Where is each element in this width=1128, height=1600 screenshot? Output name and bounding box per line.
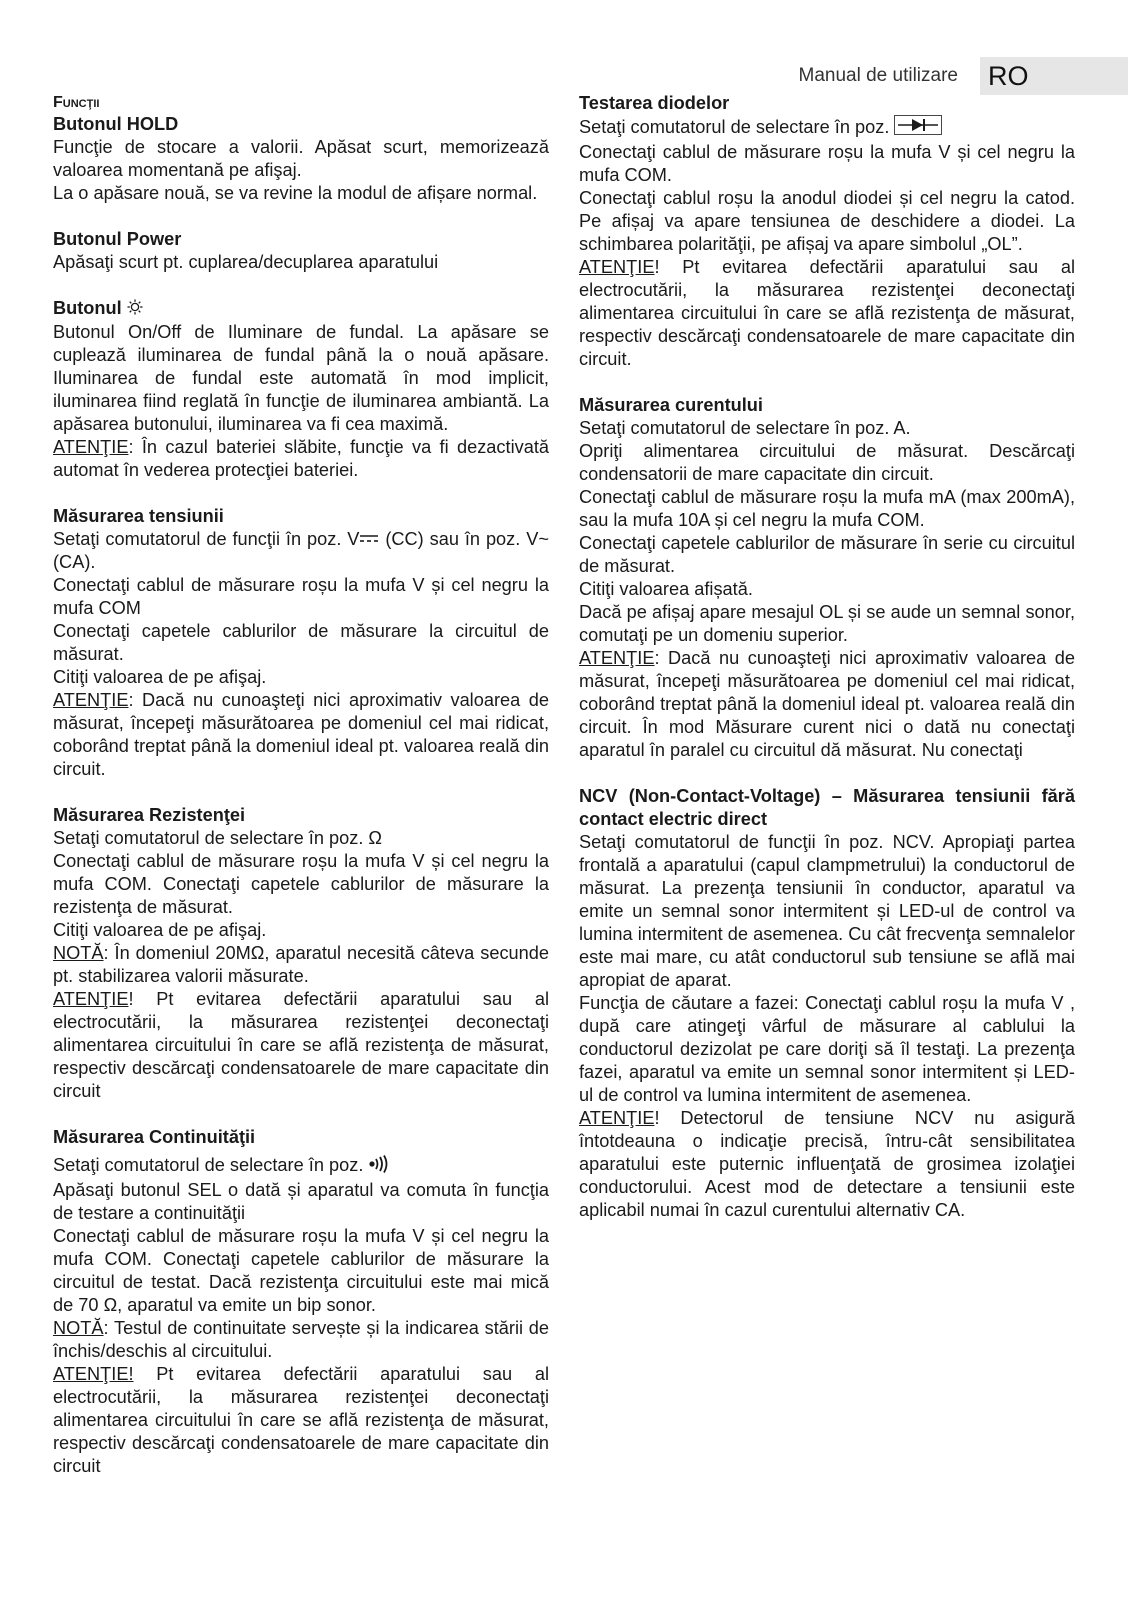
current-title: Măsurarea curentului (579, 395, 763, 415)
ncv-text-2: Funcţia de căutare a fazei: Conectaţi cablul roșu la mufa V , după care atingeţi vârful de măsurare al cablului la conductorul dezizolat pe care doriţi să îl testaţi. La prezenţa fazei, aparatul va emite un semnal sonor intermitent și LED-ul de control va lumina intermitent de asemenea. (579, 993, 1075, 1105)
current-text-3: Conectaţi cablul de măsurare roșu la mufa mA (max 200mA), sau la mufa 10A și cel negru la mufa COM. (579, 487, 1075, 530)
continuity-note (53, 1317, 549, 1363)
warning-label: ATENŢIE (579, 648, 655, 668)
backlight-warning (53, 436, 549, 482)
warning-text: ! Detectorul de tensiune NCV nu asigură întotdeauna o indicaţie precisă, întru-cât sensibilitatea aparatului este puternic influenţată de grosimea izolaţiei conductorului. Acest mod de detectare a tensiunii este aplicabil numai în cazul curentului alternativ CA. (579, 1108, 1075, 1220)
hold-text-1: Funcţie de stocare a valorii. Apăsat scurt, memorizează valoarea momentană pe afişaj. (53, 137, 549, 180)
continuity-section (53, 1126, 549, 1477)
sound-wave-icon (368, 1155, 390, 1179)
hold-section (53, 113, 549, 205)
current-text-2: Opriţi alimentarea circuitului de măsurat. Descărcaţi condensatorii de mare capacitate din circuit. (579, 441, 1075, 484)
current-warning (579, 647, 1075, 762)
resistance-text-2: Conectaţi cablul de măsurare roșu la mufa V și cel negru la mufa COM. Conectaţi capetele cablurilor de măsurare la rezistenţa de măsurat. (53, 851, 549, 918)
diode-warning (579, 256, 1075, 371)
backlight-text: Butonul On/Off de Iluminare de fundal. La apăsare se cuplează iluminarea de fundal până la o nouă apăsare. Iluminarea de fundal este automată în mod implicit, iluminarea fiind reglată în funcţie de iluminarea ambiantă. La apăsarea butonului, iluminarea va fi cea maximă. (53, 321, 549, 434)
voltage-text-1a: Setaţi comutatorul de funcţii în poz. V (53, 528, 360, 549)
note-label: NOTĂ (53, 1317, 104, 1338)
current-text-1: Setaţi comutatorul de selectare în poz. A. (579, 418, 911, 438)
ncv-text-1: Setaţi comutatorul de funcţii în poz. NCV. Apropiaţi partea frontală a aparatului (capul clampmetrului) la conductorul de măsurat. La prezenţa tensiunii în conductor, aparatul va emite un semnal sonor intermitent și LED-ul de control va lumina intermitent de asemenea. Cu cât frecvenţa semnalelor este mai mare, cu atât conductorul sub tensiune se află mai apropiat de aparat. (579, 832, 1075, 990)
left-column (53, 92, 549, 1501)
warning-label: ATENŢIE (579, 257, 655, 277)
warning-text: Pt evitarea defectării aparatului sau al electrocutării, la măsurarea rezistenţei deconectaţi alimentarea circuitului în care se află rezistenţa de măsurat, respectiv descărcaţi condensatoarele de mare capacitate din circuit (53, 1363, 549, 1476)
note-label: NOTĂ (53, 943, 104, 964)
right-column (579, 92, 1075, 1245)
current-section (579, 394, 1075, 762)
resistance-section (53, 804, 549, 1103)
page-header (799, 57, 1128, 95)
warning-label: ATENŢIE (579, 1108, 655, 1128)
warning-text: : În cazul bateriei slăbite, funcţie va fi dezactivată automat în vederea protecţiei bateriei. (53, 436, 549, 480)
hold-text-2: La o apăsare nouă, se va revine la modul de afișare normal. (53, 183, 538, 203)
diode-title: Testarea diodelor (579, 93, 730, 113)
resistance-text-1: Setaţi comutatorul de selectare în poz. Ω (53, 828, 383, 849)
ncv-warning (579, 1107, 1075, 1222)
resistance-warning (53, 988, 549, 1103)
continuity-text-2: Apăsaţi butonul SEL o dată și aparatul va comuta în funcţia de testare a continuităţii (53, 1179, 549, 1223)
diode-icon (894, 115, 942, 141)
voltage-text-1 (53, 528, 549, 575)
diode-section (579, 92, 1075, 371)
current-text-4: Conectaţi capetele cablurilor de măsurare în serie cu circuitul de măsurat. (579, 533, 1075, 576)
continuity-text-1 (53, 1154, 549, 1178)
sun-icon (127, 298, 143, 321)
voltage-section (53, 505, 549, 782)
resistance-note (53, 942, 549, 988)
continuity-text-3: Conectaţi cablul de măsurare roșu la mufa V și cel negru la mufa COM. Conectaţi capetele cablurilor de măsurare la circuitul de testat. Dacă rezistenţa circuitului este mai mică de 70 Ω, aparatul va emite un bip sonor. (53, 1225, 549, 1315)
diode-text-3: Conectaţi cablul roșu la anodul diodei și cel negru la catod. Pe afișaj va apare tensiunea de deschidere a diodei. La schimbarea polarităţii, pe afișaj va apare simbolul „OL”. (579, 188, 1075, 254)
voltage-text-2: Conectaţi cablul de măsurare roșu la mufa V și cel negru la mufa COM (53, 575, 549, 619)
diode-text-1 (579, 115, 1075, 141)
warning-text: ! Pt evitarea defectării aparatului sau al electrocutării, la măsurarea rezistenţei deconectaţi alimentarea circuitului în care se află rezistenţa de măsurat, respectiv descărcaţi condensatoarele de mare capacitate din circuit (53, 989, 549, 1102)
ncv-title: NCV (Non-Contact-Voltage) – Măsurarea tensiunii fără contact electric direct (579, 786, 1075, 829)
current-text-6: Dacă pe afișaj apare mesajul OL și se aude un semnal sonor, comutaţi pe un domeniu superior. (579, 602, 1075, 645)
continuity-warning (53, 1363, 549, 1478)
voltage-title: Măsurarea tensiunii (53, 505, 224, 526)
warning-text: : Dacă nu cunoaşteţi nici aproximativ valoarea de măsurat, începeţi măsurătoarea pe domeniul cel mai ridicat, coborând treptat până la domeniul ideal pt. valoarea reală din circuit. În mod Măsurare curent nici o dată nu conectaţi aparatul în paralel cu circuitul dă măsurat. Nu conectaţi (579, 648, 1075, 760)
hold-title: Butonul HOLD (53, 114, 179, 134)
resistance-title: Măsurarea Rezistenţei (53, 805, 246, 826)
backlight-title-text: Butonul (53, 298, 122, 318)
backlight-section (53, 297, 549, 482)
warning-text: ! Pt evitarea defectării aparatului sau al electrocutării, la măsurarea rezistenţei deconectaţi alimentarea circuitului în care se află rezistenţa de măsurat, respectiv descărcaţi condensatoarele de mare capacitate din circuit. (579, 257, 1075, 369)
note-text: : Testul de continuitate servește și la indicarea stării de închis/deschis al circuitului. (53, 1317, 549, 1361)
backlight-title (53, 297, 549, 321)
diode-text-1a: Setaţi comutatorul de selectare în poz. (579, 116, 890, 137)
continuity-text-1a: Setaţi comutatorul de selectare în poz. (53, 1155, 364, 1176)
voltage-text-4: Citiţi valoarea de pe afişaj. (53, 667, 267, 688)
warning-label: ATENŢIE (53, 690, 129, 711)
continuity-title: Măsurarea Continuităţii (53, 1127, 256, 1148)
power-section (53, 228, 549, 274)
power-title: Butonul Power (53, 229, 182, 249)
dc-voltage-icon (359, 528, 379, 551)
voltage-text-1b: (CC) sau în poz. V~ (CA). (53, 528, 549, 573)
warning-label: ATENŢIE (53, 989, 129, 1010)
diode-text-2: Conectaţi cablul de măsurare roșu la mufa V și cel negru la mufa COM. (579, 142, 1075, 185)
note-text: : În domeniul 20MΩ, aparatul necesită câteva secunde pt. stabilizarea valorii măsurate. (53, 943, 549, 987)
current-text-5: Citiţi valoarea afișată. (579, 579, 753, 599)
manual-title: Manual de utilizare (798, 65, 958, 86)
warning-label: ATENŢIE (53, 436, 129, 457)
resistance-text-3: Citiţi valoarea de pe afişaj. (53, 920, 267, 941)
language-tab (980, 57, 1128, 95)
voltage-text-3: Conectaţi capetele cablurilor de măsurare la circuitul de măsurat. (53, 621, 549, 665)
power-text: Apăsaţi scurt pt. cuplarea/decuplarea aparatului (53, 252, 439, 272)
voltage-warning (53, 689, 549, 781)
ncv-section (579, 785, 1075, 1222)
language-code: RO (988, 60, 1029, 91)
warning-text: : Dacă nu cunoaşteţi nici aproximativ valoarea de măsurat, începeţi măsurătoarea pe domeniul cel mai ridicat, coborând treptat până la domeniul ideal pt. valoarea reală din circuit. (53, 690, 549, 780)
section-heading-functii: Funcţii (53, 94, 100, 111)
warning-label: ATENŢIE! (53, 1363, 134, 1384)
